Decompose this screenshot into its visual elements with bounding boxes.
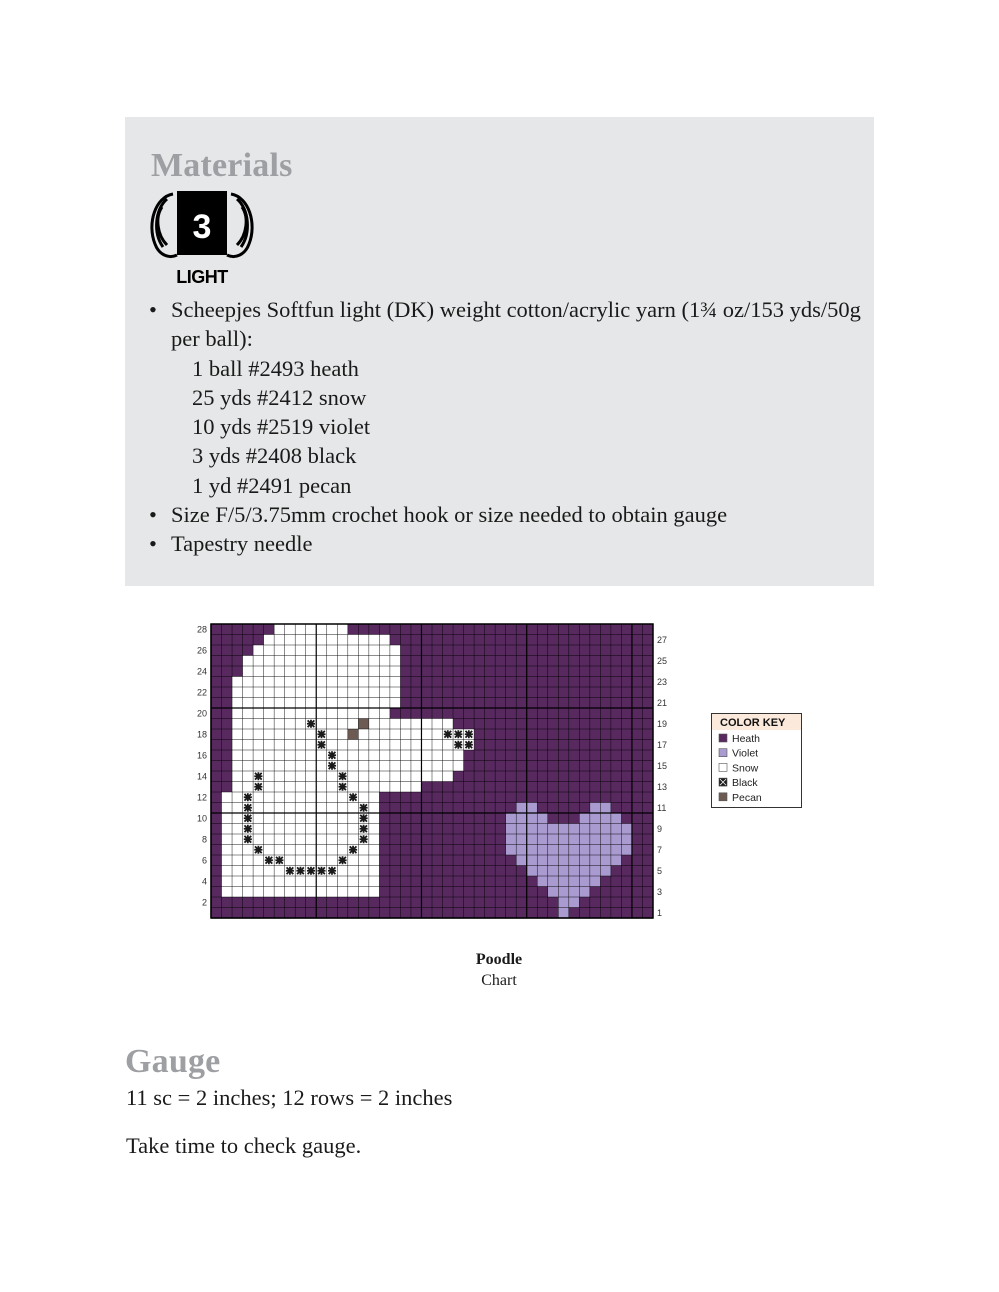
yarn-color-item: 1 ball #2493 heath bbox=[192, 355, 359, 381]
black-stitch-mark bbox=[465, 730, 473, 738]
black-stitch-mark bbox=[454, 730, 462, 738]
yarn-color-item: 1 yd #2491 pecan bbox=[192, 472, 352, 498]
snow-region bbox=[222, 855, 380, 866]
materials-panel bbox=[125, 117, 874, 586]
gauge-text: 11 sc = 2 inches; 12 rows = 2 inches bbox=[126, 1085, 453, 1110]
color-swatch bbox=[719, 763, 727, 771]
row-number-right: 5 bbox=[657, 865, 663, 876]
yarn-weight-number: 3 bbox=[192, 208, 212, 246]
bullet-icon: • bbox=[149, 502, 157, 528]
black-stitch-mark bbox=[244, 835, 252, 843]
chart-graphic bbox=[190, 618, 680, 928]
snow-region bbox=[243, 656, 401, 667]
row-number-left: 16 bbox=[196, 750, 207, 761]
list-item bbox=[149, 295, 864, 354]
row-number-left: 18 bbox=[196, 729, 207, 740]
black-stitch-mark bbox=[339, 772, 347, 780]
color-key-label: Pecan bbox=[732, 791, 762, 804]
row-number-right: 19 bbox=[657, 718, 668, 729]
row-number-left: 14 bbox=[196, 771, 207, 782]
pecan-cell bbox=[358, 719, 369, 730]
row-number-left: 6 bbox=[201, 855, 207, 866]
list-item bbox=[149, 500, 864, 529]
color-swatch bbox=[719, 749, 727, 757]
color-key-label: Black bbox=[732, 777, 758, 790]
black-stitch-mark bbox=[465, 741, 473, 749]
row-number-left: 12 bbox=[196, 792, 207, 803]
yarn-weight-icon bbox=[149, 189, 255, 289]
black-stitch-mark bbox=[328, 867, 336, 875]
row-number-right: 7 bbox=[657, 844, 663, 855]
color-key-title: COLOR KEY bbox=[720, 717, 786, 729]
black-stitch-mark bbox=[349, 846, 357, 854]
black-stitch-mark bbox=[360, 814, 368, 822]
row-number-right: 9 bbox=[657, 823, 663, 834]
black-stitch-mark bbox=[444, 730, 452, 738]
black-stitch-mark bbox=[307, 720, 315, 728]
yarn-color-item: 3 yds #2408 black bbox=[192, 443, 357, 469]
gauge-heading: Gauge bbox=[125, 1043, 221, 1080]
black-stitch-mark bbox=[265, 856, 273, 864]
black-stitch-mark bbox=[328, 762, 336, 770]
black-stitch-mark bbox=[296, 867, 304, 875]
row-number-right: 23 bbox=[657, 676, 668, 687]
snow-region bbox=[232, 719, 453, 730]
row-number-left: 10 bbox=[196, 813, 207, 824]
row-number-right: 1 bbox=[657, 907, 663, 918]
black-stitch-mark bbox=[254, 783, 262, 791]
yarn-color-item: 25 yds #2412 snow bbox=[192, 384, 367, 410]
bullet-icon: • bbox=[149, 531, 157, 557]
black-stitch-mark bbox=[328, 751, 336, 759]
poodle-chart bbox=[190, 618, 680, 928]
row-number-right: 25 bbox=[657, 655, 668, 666]
row-number-left: 2 bbox=[201, 897, 207, 908]
black-stitch-mark bbox=[317, 730, 325, 738]
snow-region bbox=[232, 708, 390, 719]
yarn-weight-label: LIGHT bbox=[176, 267, 228, 287]
color-key bbox=[711, 713, 802, 808]
black-stitch-mark bbox=[317, 741, 325, 749]
snow-region bbox=[222, 887, 380, 898]
black-stitch-mark bbox=[307, 867, 315, 875]
snow-region bbox=[222, 876, 380, 887]
row-number-left: 26 bbox=[196, 645, 207, 656]
bullet-icon: • bbox=[149, 297, 157, 322]
color-swatch bbox=[719, 734, 727, 742]
chart-caption bbox=[399, 949, 599, 991]
snow-region bbox=[243, 666, 401, 677]
row-number-left: 24 bbox=[196, 666, 207, 677]
black-stitch-mark bbox=[339, 856, 347, 864]
heart-cell bbox=[558, 908, 569, 919]
black-stitch-mark bbox=[360, 804, 368, 812]
yarn-description: Scheepjes Softfun light (DK) weight cotton/acrylic yarn (1¾ oz/153 yds/50g per ball): bbox=[171, 297, 861, 352]
row-number-left: 28 bbox=[196, 624, 207, 635]
row-number-right: 17 bbox=[657, 739, 668, 750]
black-stitch-mark bbox=[317, 867, 325, 875]
black-stitch-mark bbox=[339, 783, 347, 791]
color-key-label: Violet bbox=[732, 747, 759, 760]
color-key-label: Snow bbox=[732, 762, 759, 775]
snow-region bbox=[274, 624, 348, 635]
row-number-right: 21 bbox=[657, 697, 668, 708]
yarn-color-item: 10 yds #2519 violet bbox=[192, 414, 371, 440]
hook-description: Size F/5/3.75mm crochet hook or size needed to obtain gauge bbox=[171, 502, 728, 528]
row-number-right: 27 bbox=[657, 634, 668, 645]
black-stitch-mark bbox=[360, 835, 368, 843]
materials-heading: Materials bbox=[151, 147, 293, 184]
black-stitch-mark bbox=[244, 814, 252, 822]
row-number-right: 13 bbox=[657, 781, 668, 792]
black-stitch-mark bbox=[254, 846, 262, 854]
black-stitch-mark bbox=[244, 804, 252, 812]
chart-title: Poodle bbox=[475, 951, 523, 968]
list-item bbox=[149, 529, 864, 558]
row-number-left: 8 bbox=[201, 834, 207, 845]
needle-description: Tapestry needle bbox=[171, 531, 313, 557]
black-stitch-mark bbox=[360, 825, 368, 833]
color-swatch bbox=[719, 793, 727, 801]
row-number-left: 20 bbox=[196, 708, 207, 719]
black-stitch-mark bbox=[349, 793, 357, 801]
black-stitch-mark bbox=[275, 856, 283, 864]
chart-subtitle: Chart bbox=[481, 972, 517, 989]
materials-list bbox=[149, 295, 864, 559]
black-stitch-mark bbox=[244, 793, 252, 801]
row-number-right: 15 bbox=[657, 760, 668, 771]
pecan-cell bbox=[348, 729, 359, 740]
gauge-note: Take time to check gauge. bbox=[126, 1133, 362, 1158]
black-stitch-mark bbox=[454, 741, 462, 749]
color-key-label: Heath bbox=[732, 733, 761, 745]
row-number-right: 3 bbox=[657, 886, 663, 897]
row-number-left: 22 bbox=[196, 687, 207, 698]
black-stitch-mark bbox=[254, 772, 262, 780]
black-stitch-mark bbox=[286, 867, 294, 875]
row-number-right: 11 bbox=[657, 802, 667, 813]
black-stitch-mark bbox=[244, 825, 252, 833]
row-number-left: 4 bbox=[201, 876, 207, 887]
